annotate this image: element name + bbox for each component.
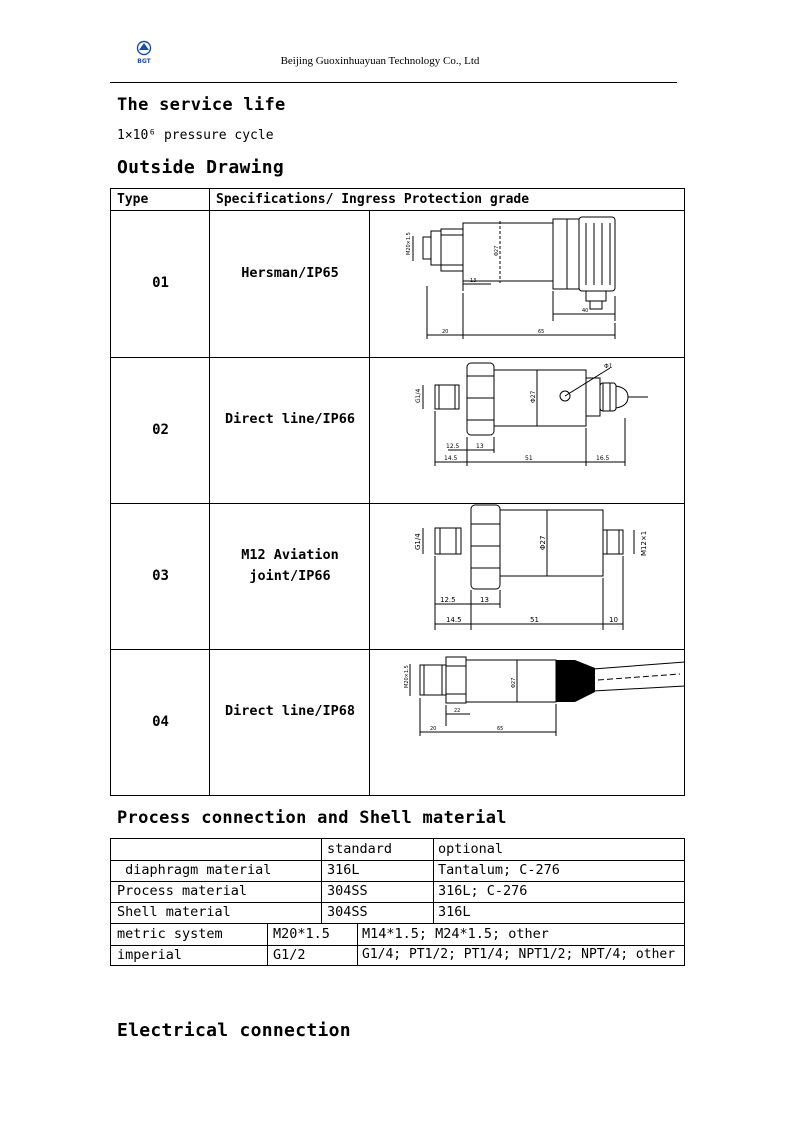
row-spec-04 (210, 701, 370, 722)
company-logo (133, 40, 155, 66)
row-divider (111, 860, 684, 861)
dim-label: 12.5 (440, 596, 456, 604)
spec-line: joint/IP66 (249, 568, 331, 584)
dim-label: Φ27 (530, 390, 537, 403)
outside-drawing-title: Outside Drawing (117, 157, 285, 178)
dim-label: G1/4 (414, 533, 422, 550)
col-divider (321, 839, 322, 924)
mat-row-optional: 316L (438, 904, 471, 920)
mat-row-name: Shell material (117, 904, 231, 920)
thread-row-optional: G1/4; PT1/2; PT1/4; NPT1/2; NPT/4; other (362, 947, 676, 962)
dim-label: 40 (582, 308, 589, 314)
dim-label: 51 (525, 455, 533, 462)
spec-line: Direct line/IP66 (224, 411, 356, 427)
mat-row-name: Process material (117, 883, 248, 899)
row-divider (111, 945, 684, 946)
row-divider (111, 923, 684, 924)
mat-header-standard: standard (327, 841, 393, 857)
row-spec-01 (210, 263, 370, 284)
company-name: Beijing Guoxinhuayuan Technology Co., Ltd (280, 55, 480, 67)
dim-label: 16.5 (596, 455, 610, 462)
row-divider (111, 881, 684, 882)
drawing-m12-aviation (370, 504, 685, 649)
dim-label: 20 (442, 329, 449, 335)
dim-label: 22 (454, 708, 461, 714)
mat-row-name: diaphragm material (117, 862, 272, 878)
dim-label: 65 (497, 726, 504, 732)
service-life-title: The service life (117, 95, 286, 115)
thread-row-name: metric system (117, 926, 223, 942)
dim-label: Φ1 (604, 363, 613, 370)
dim-label: Φ27 (494, 245, 500, 256)
process-title: Process connection and Shell material (117, 808, 507, 828)
mat-row-optional: 316L; C-276 (438, 883, 528, 899)
row-spec-03 (210, 545, 370, 587)
thread-row-standard: G1/2 (273, 947, 306, 963)
material-table (110, 838, 685, 966)
thread-row-standard: M20*1.5 (273, 926, 330, 942)
row-divider (111, 902, 684, 903)
outside-drawing-table (110, 188, 685, 796)
dim-label: 13 (470, 278, 477, 284)
dim-label: 13 (476, 443, 484, 450)
col-divider (357, 924, 358, 966)
dim-label: 10 (609, 616, 618, 624)
dim-label: 14.5 (444, 455, 458, 462)
electrical-title: Electrical connection (117, 1020, 351, 1041)
mat-row-optional: Tantalum; C-276 (438, 862, 560, 878)
dim-label: 51 (530, 616, 539, 624)
mat-row-standard: 304SS (327, 883, 368, 899)
drawing-hersman (370, 211, 685, 357)
dim-label: M12×1 (640, 530, 648, 556)
row-type-01: 01 (152, 275, 169, 291)
row-type-03: 03 (152, 568, 169, 584)
drawing-direct-line-ip66 (370, 358, 685, 503)
col-header-type: Type (117, 192, 149, 207)
logo-text: BGT (137, 58, 151, 65)
dim-label: M20×1.5 (404, 665, 410, 688)
row-spec-02 (210, 409, 370, 430)
dim-label: Φ27 (539, 535, 547, 550)
dim-label: 14.5 (446, 616, 462, 624)
header-divider (110, 82, 677, 83)
row-type-02: 02 (152, 422, 169, 438)
spec-line: M12 Aviation (241, 547, 339, 563)
dim-label: 12.5 (446, 443, 460, 450)
dim-label: M20×1.5 (406, 232, 412, 255)
spec-line: Direct line/IP68 (224, 703, 356, 719)
mat-row-standard: 304SS (327, 904, 368, 920)
row-type-04: 04 (152, 714, 169, 730)
thread-row-optional: M14*1.5; M24*1.5; other (362, 926, 549, 942)
mat-header-optional: optional (438, 841, 504, 857)
col-divider (433, 839, 434, 924)
col-header-spec: Specifications/ Ingress Protection grade (216, 192, 530, 207)
service-life-text: 1×10⁶ pressure cycle (117, 128, 274, 143)
mat-row-standard: 316L (327, 862, 360, 878)
spec-line: Hersman/IP65 (241, 265, 339, 281)
drawing-direct-line-ip68 (370, 650, 685, 796)
thread-row-name: imperial (117, 947, 183, 963)
dim-label: G1/4 (415, 388, 422, 403)
dim-label: 65 (538, 329, 545, 335)
dim-label: 20 (430, 726, 437, 732)
dim-label: Φ27 (511, 677, 517, 688)
col-divider (267, 924, 268, 966)
dim-label: 13 (480, 596, 489, 604)
